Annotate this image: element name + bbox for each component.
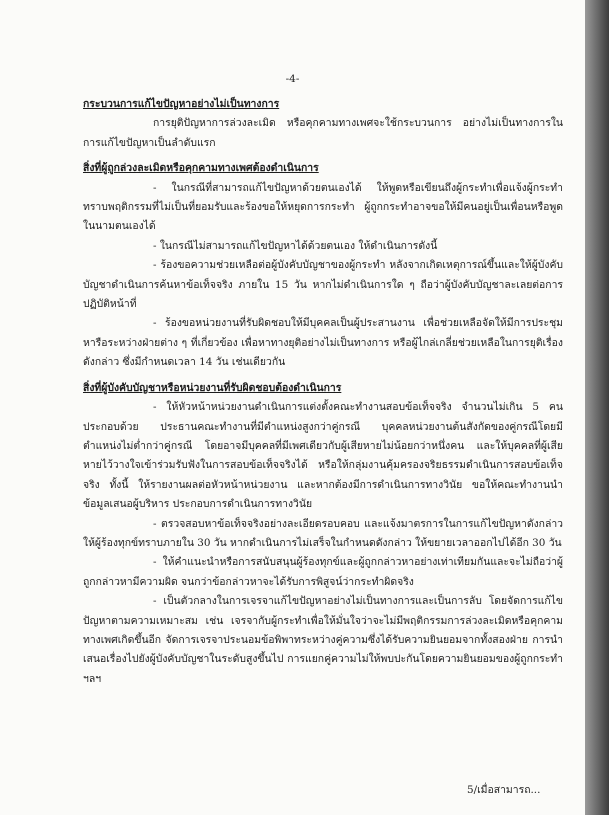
continuation-note: 5/เมื่อสามารถ...	[467, 784, 541, 796]
page-number: -4-	[285, 73, 300, 85]
section-heading-supervisor-actions: สิ่งที่ผู้บังคับบัญชาหรือหน่วยงานที่รับผิดชอบต้องดำเนินการ	[83, 381, 342, 394]
paragraph: - ร้องขอหน่วยงานที่รับผิดชอบให้มีบุคคลเป็นผู้ประสานงาน เพื่อช่วยเหลือจัดให้มีการประชุมหารือระหว่างฝ่ายต่าง ๆ ที่เกี่ยวข้อง เพื่อหาทางยุติอย่างไม่เป็นทางการ หรือผู้ไกล่เกลี่ยช่วยเหลือในการยุติเรื่องดังกล่าว ซึ่งมีกำหนดเวลา 14 วัน เช่นเดียวกัน	[83, 317, 563, 369]
paragraph: - ให้หัวหน้าหน่วยงานดำเนินการแต่งตั้งคณะทำงานสอบข้อเท็จจริง จำนวนไม่เกิน 5 คน ประกอบด้วย ประธานคณะทำงานที่มีตำแหน่งสูงกว่าคู่กรณี บุคคลหน่วยงานต้นสังกัดของคู่กรณีโดยมีตำแหน่งไม่ต่ำกว่าคู่กรณี โดยอาจมีบุคคลที่มีเพศเดียวกับผู้เสียหายไม่น้อยกว่าหนึ่งคน และให้บุคคลที่ผู้เสียหายไว้วางใจเข้าร่วมรับฟังในการสอบข้อเท็จจริงได้ หรือให้กลุ่มงานคุ้มครองจริยธรรมดำเนินการสอบข้อเท็จจริง ทั้งนี้ ให้รายงานผลต่อหัวหน้าหน่วยงาน และหากต้องมีการดำเนินการทางวินัย ขอให้คณะทำงานนำข้อมูลเสนอผู้บริหาร ประกอบการดำเนินการทางวินัย	[83, 401, 563, 511]
page-edge-shadow	[585, 0, 609, 815]
section-heading-victim-actions: สิ่งที่ผู้ถูกล่วงละเมิดหรือคุกคามทางเพศต้องดำเนินการ	[83, 162, 319, 175]
paragraph: - ร้องขอความช่วยเหลือต่อผู้บังคับบัญชาของผู้กระทำ หลังจากเกิดเหตุการณ์ขึ้นและให้ผู้บังคับบัญชาดำเนินการค้นหาข้อเท็จจริง ภายใน 15 วัน หากไม่ดำเนินการใด ๆ ถือว่าผู้บังคับบัญชาละเลยต่อการปฏิบัติหน้าที่	[83, 259, 563, 311]
document-body	[83, 95, 563, 689]
paragraph: - ในกรณีไม่สามารถแก้ไขปัญหาได้ด้วยตนเอง ให้ดำเนินการดังนี้	[153, 239, 438, 252]
section-heading-informal-process: กระบวนการแก้ไขปัญหาอย่างไม่เป็นทางการ	[83, 98, 280, 110]
paragraph: - เป็นตัวกลางในการเจรจาแก้ไขปัญหาอย่างไม่เป็นทางการและเป็นการลับ โดยจัดการแก้ไขปัญหาตามความเหมาะสม เช่น เจรจากับผู้กระทำเพื่อให้มั่นใจว่าจะไม่มีพฤติกรรมการล่วงละเมิดหรือคุกคามทางเพศเกิดขึ้นอีก จัดการเจรจาประนอมข้อพิพาทระหว่างคู่ความซึ่งได้รับความยินยอมจากทั้งสองฝ่าย การนำเสนอเรื่องไปยังผู้บังคับบัญชาในระดับสูงขึ้นไป การแยกคู่ความไม่ให้พบปะกันโดยความยินยอมของผู้ถูกกระทำ ฯลฯ	[83, 595, 563, 685]
paragraph: - ให้คำแนะนำหรือการสนับสนุนผู้ร้องทุกข์และผู้ถูกกล่าวหาอย่างเท่าเทียมกันและจะไม่ถือว่าผู้ถูกกล่าวหามีความผิด จนกว่าข้อกล่าวหาจะได้รับการพิสูจน์ว่ากระทำผิดจริง	[83, 556, 563, 588]
paragraph: การยุติปัญหาการล่วงละเมิด หรือคุกคามทางเพศจะใช้กระบวนการ อย่างไม่เป็นทางการในการแก้ไขปัญหาเป็นลำดับแรก	[83, 117, 563, 149]
paragraph: - ตรวจสอบหาข้อเท็จจริงอย่างละเอียดรอบคอบ และแจ้งมาตรการในการแก้ไขปัญหาดังกล่าวให้ผู้ร้องทุกข์ทราบภายใน 30 วัน หากดำเนินการไม่เสร็จในกำหนดดังกล่าว ให้ขยายเวลาออกไปได้อีก 30 วัน	[83, 517, 563, 549]
paragraph: - ในกรณีที่สามารถแก้ไขปัญหาด้วยตนเองได้ ให้พูดหรือเขียนถึงผู้กระทำเพื่อแจ้งผู้กระทำทราบพฤติกรรมที่ไม่เป็นที่ยอมรับและร้องขอให้หยุดการกระทำ ผู้ถูกกระทำอาจขอให้มีคนอยู่เป็นเพื่อนหรือพูดในนามตนเองได้	[83, 181, 563, 233]
